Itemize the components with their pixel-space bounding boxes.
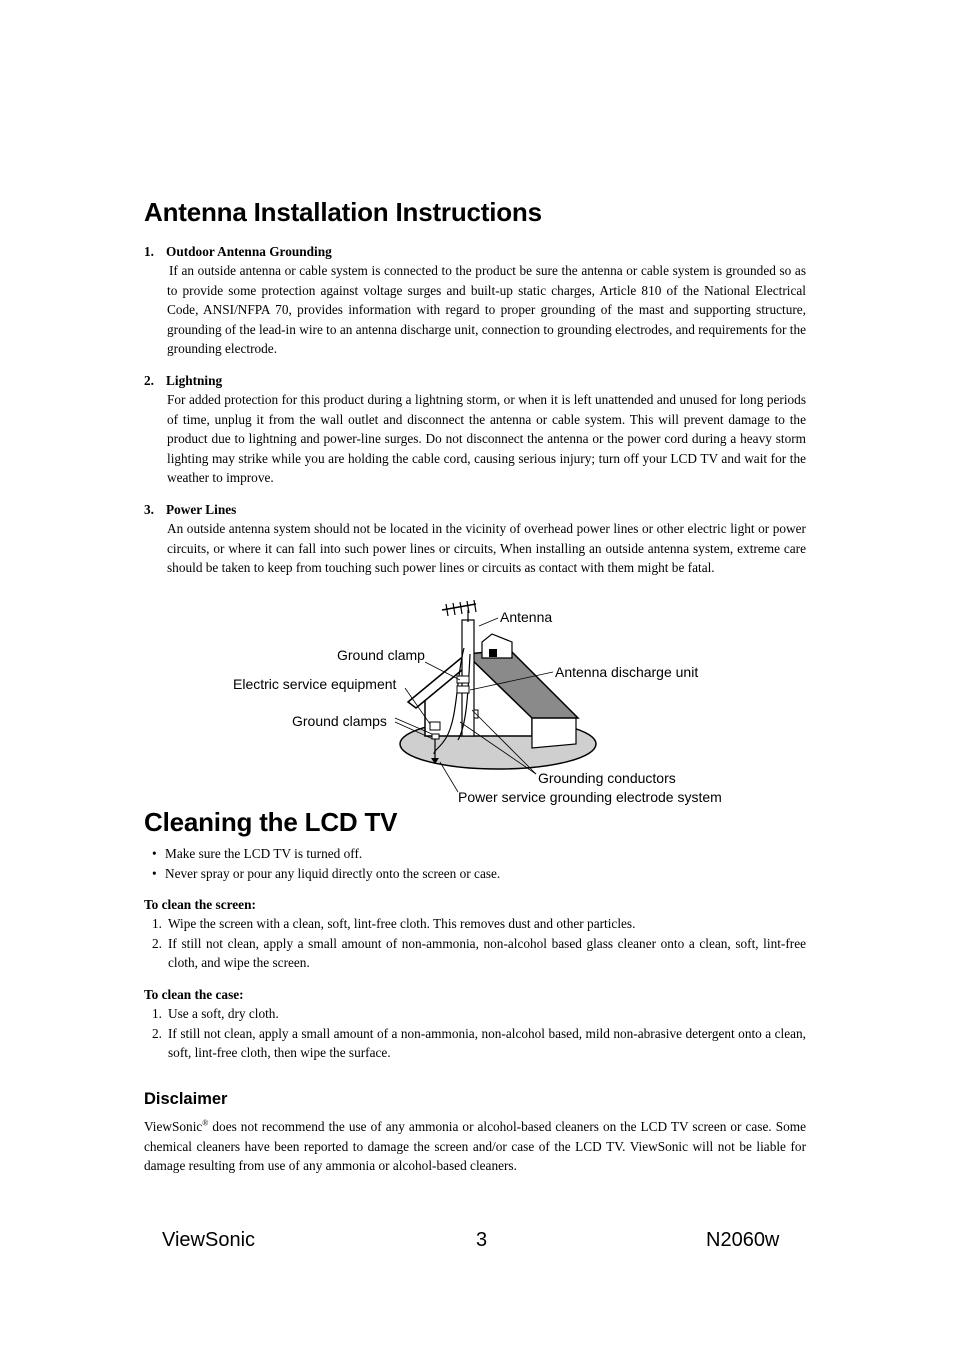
item-1-text: If an outside antenna or cable system is connected to the product be sure the antenna or cable system is grounded so as to provide some protection against voltage surges and built-up static charges, Article 810 of the National Electrical Code, ANSI/NFPA 70, provides information with regard to proper grounding of the mast and supporting structure, grounding of the lead-in wire to an antenna discharge unit, connection to grounding electrodes, and requirements for the grounding electrode. [167, 263, 806, 356]
step-text: If still not clean, apply a small amount of a non-ammonia, non-alcohol based, mild non-abrasive detergent onto a clean, soft, lint-free cloth, then wipe the surface. [168, 1025, 806, 1060]
step-number: 1. [152, 916, 162, 931]
cleaning-bullet [152, 844, 812, 864]
item-3-text: An outside antenna system should not be located in the vicinity of overhead power lines or other electric light or power circuits, or where it can fall into such power lines or circuits, When installing an outside antenna system, extreme care should be taken to keep from touching such power lines or circuits as contact with them might be fatal. [167, 521, 806, 575]
antenna-section-title: Antenna Installation Instructions [144, 197, 542, 227]
clean-case-steps [152, 1004, 806, 1063]
footer-model: N2060w [706, 1229, 780, 1251]
antenna-discharge-unit [457, 686, 469, 693]
electric-service-box [430, 722, 440, 730]
item-3-heading [144, 500, 236, 520]
antenna-element [460, 602, 462, 614]
disclaimer-title: Disclaimer [144, 1090, 228, 1108]
clean-case-step [152, 1004, 806, 1024]
disclaimer-text [144, 1117, 806, 1176]
clean-case-title: To clean the case: [144, 987, 244, 1002]
step-number: 2. [152, 935, 162, 951]
registered-mark: ® [202, 1118, 209, 1128]
item-2-heading [144, 371, 222, 391]
bullet-dot: • [152, 846, 157, 861]
label-electric-service-equipment: Electric service equipment [233, 676, 397, 692]
step-number: 2. [152, 1025, 162, 1041]
cleaning-bullet-text: Make sure the LCD TV is turned off. [165, 846, 363, 861]
item-2-text: For added protection for this product during a lightning storm, or when it is left unattended and unused for long periods of time, unplug it from the wall outlet and disconnect the antenna or cable system. This will prevent damage to the product due to lightning and power-line surges. Do not disconnect the antenna or the power cord during a heavy storm lighting may strike while you are holding the cable cord, causing serious injury; turn off your LCD TV and wait for the weather to improve. [167, 392, 806, 485]
leader-antenna [479, 618, 498, 626]
antenna-element [474, 600, 476, 612]
item-3-title: Power Lines [166, 502, 237, 517]
label-ground-clamp: Ground clamp [337, 647, 425, 663]
cleaning-section-title: Cleaning the LCD TV [144, 807, 398, 837]
cleaning-bullet [152, 864, 812, 884]
antenna-element [453, 603, 455, 615]
item-1-heading [144, 242, 332, 262]
bullet-dot: • [152, 865, 157, 881]
step-text: If still not clean, apply a small amount of non-ammonia, non-alcohol based glass cleaner onto a clean, soft, lint-free cloth, and wipe the screen. [168, 935, 806, 970]
dormer-window [489, 649, 497, 657]
label-power-service-grounding: Power service grounding electrode system [458, 789, 722, 805]
step-text: Use a soft, dry cloth. [168, 1006, 279, 1021]
clean-screen-step [152, 934, 806, 973]
step-text: Wipe the screen with a clean, soft, lint-free cloth. This removes dust and other particles. [168, 916, 636, 931]
clean-screen-steps [152, 914, 806, 973]
disclaimer-brand: ViewSonic [144, 1119, 203, 1134]
ground-clamp-lower [432, 734, 439, 739]
cleaning-bullet-text: Never spray or pour any liquid directly onto the screen or case. [165, 865, 501, 881]
clean-case-step [152, 1024, 806, 1063]
disclaimer-body: does not recommend the use of any ammonia or alcohol-based cleaners on the LCD TV screen or case. Some chemical cleaners have been reported to damage the screen and/or case of the LCD TV. ViewSonic will not be liable for damage resulting from use of any ammonia or alcohol-based cleaners. [144, 1119, 806, 1173]
footer-page-number: 3 [476, 1229, 488, 1251]
clean-screen-step [152, 914, 806, 934]
label-grounding-conductors: Grounding conductors [538, 770, 676, 786]
item-2-number: 2. [144, 373, 154, 388]
label-antenna-discharge-unit: Antenna discharge unit [555, 664, 699, 680]
step-number: 1. [152, 1006, 162, 1021]
clean-screen-title: To clean the screen: [144, 897, 256, 912]
item-3-number: 3. [144, 502, 154, 517]
item-2-title: Lightning [166, 373, 223, 388]
cleaning-bullet-list [152, 844, 812, 883]
antenna-grounding-diagram [220, 598, 750, 810]
label-ground-clamps: Ground clamps [292, 713, 387, 729]
item-1-title: Outdoor Antenna Grounding [166, 244, 332, 259]
footer-brand: ViewSonic [162, 1229, 256, 1251]
label-antenna: Antenna [500, 609, 553, 625]
item-1-number: 1. [144, 244, 154, 259]
